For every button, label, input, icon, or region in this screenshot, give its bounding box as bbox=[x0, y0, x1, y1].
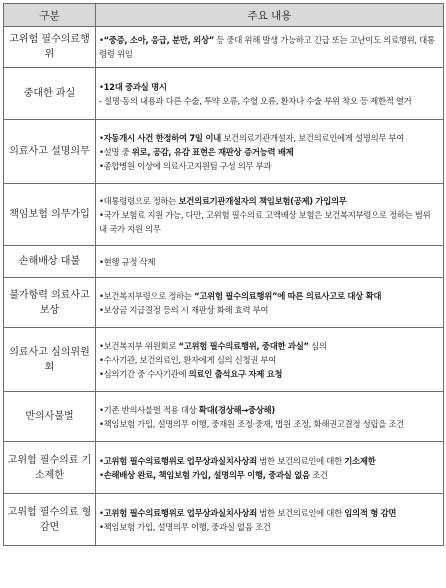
text: 범한 보건의료인에 대한 bbox=[256, 455, 345, 466]
bold-text: 의료인 출석요구 자제 요청 bbox=[188, 368, 283, 379]
text: •심의기간 중 수사기관에 bbox=[99, 368, 189, 379]
bold-text: 임의적 형 감면 bbox=[344, 507, 397, 518]
table-row bbox=[4, 184, 444, 246]
content-line bbox=[99, 33, 440, 61]
content-line bbox=[99, 353, 440, 367]
row-category: 손해배상 대불 bbox=[4, 246, 96, 278]
row-content bbox=[96, 68, 444, 120]
text: •국가 보험료 지원 가능, 다만, 고위험 필수의료 고액배상 보험은 보건복지부령으로 정하는 범위 내 국가 지원 의무 bbox=[99, 209, 431, 234]
content-line bbox=[99, 417, 440, 431]
row-category: 의료사고 설명의무 bbox=[4, 120, 96, 184]
row-category: 의료사고 심의위원회 bbox=[4, 328, 96, 392]
row-content bbox=[96, 246, 444, 278]
row-content bbox=[96, 494, 444, 546]
bold-text: 손해배상 완료, 책임보험 가입, 설명의무 이행, 중과실 없음 bbox=[103, 469, 310, 480]
content-line bbox=[99, 468, 440, 482]
content-line bbox=[99, 131, 440, 145]
header-category: 구분 bbox=[4, 4, 96, 27]
text: - 설명·동의 내용과 다른 수술, 투약 오류, 수혈 오류, 환자나 수술 부위 착오 등 제한적 열거 bbox=[99, 95, 412, 106]
content-line bbox=[99, 367, 440, 381]
row-content bbox=[96, 27, 444, 68]
table-row bbox=[4, 246, 444, 278]
content-line bbox=[99, 94, 440, 108]
text: •수사기관, 보건의료인, 환자에게 심의 신청권 부여 bbox=[99, 354, 276, 365]
bold-text: 12대 중과실 명시 bbox=[103, 81, 167, 92]
text: • bbox=[99, 455, 104, 466]
content-line bbox=[99, 194, 440, 208]
row-category: 고위험 필수의료 기소제한 bbox=[4, 442, 96, 494]
text: 심의 bbox=[308, 340, 327, 351]
text: 보건의료기관개설자, 보건의료인에게 설명의무 부여 bbox=[220, 132, 405, 143]
bold-text: 보건의료기관개설자의 책임보험(공제) 가입의무 bbox=[178, 195, 347, 206]
content-line bbox=[99, 289, 440, 303]
bold-text: 위로, 공감, 유감 표현은 재판상 증거능력 배제 bbox=[131, 146, 294, 157]
bold-text: 고위험 필수의료행위로 업무상과실치사상죄 bbox=[103, 507, 257, 518]
row-content bbox=[96, 328, 444, 392]
text: • bbox=[99, 469, 104, 480]
table-body bbox=[4, 27, 444, 546]
content-line bbox=[99, 520, 440, 534]
content-line bbox=[99, 80, 440, 94]
row-content bbox=[96, 442, 444, 494]
text: •보건복지부 위원회로 bbox=[99, 340, 179, 351]
text: •기존 반의사불벌 적용 대상 bbox=[99, 404, 199, 415]
content-line bbox=[99, 145, 440, 159]
text: •책임보험 가입, 설명의무 이행, 중재원 조정·중재, 법원 조정, 화해권고결정 성립을 조건 bbox=[99, 418, 404, 429]
content-line bbox=[99, 159, 440, 173]
row-category: 고위험 필수의료 형 감면 bbox=[4, 494, 96, 546]
row-category: 고위험 필수의료행위 bbox=[4, 27, 96, 68]
content-line bbox=[99, 339, 440, 353]
table-row bbox=[4, 68, 444, 120]
text: •설명 중 bbox=[99, 146, 132, 157]
table-row bbox=[4, 120, 444, 184]
row-category: 책임보험 의무가입 bbox=[4, 184, 96, 246]
content-line bbox=[99, 255, 440, 269]
content-line bbox=[99, 454, 440, 468]
bold-text: 자동개시 사건 한정하여 7일 이내 bbox=[103, 132, 221, 143]
table-row bbox=[4, 442, 444, 494]
text: 범한 보건의료인에 대한 bbox=[256, 507, 345, 518]
bold-text: “중증, 소아, 응급, 분만, 외상” bbox=[103, 35, 214, 45]
table-row bbox=[4, 328, 444, 392]
content-line bbox=[99, 303, 440, 317]
text: • bbox=[99, 507, 104, 518]
bold-text: 고위험 필수의료행위로 업무상과실치사상죄 bbox=[103, 455, 257, 466]
table-row bbox=[4, 278, 444, 328]
text: • bbox=[99, 81, 104, 92]
row-category: 불가항력 의료사고 보상 bbox=[4, 278, 96, 328]
legal-summary-table bbox=[3, 3, 444, 546]
bold-text: 확대(경상해→중상해) bbox=[198, 404, 275, 415]
row-category: 반의사불벌 bbox=[4, 392, 96, 442]
bold-text: “고위험 필수의료행위”에 따른 의료사고로 대상 확대 bbox=[194, 290, 382, 301]
row-content bbox=[96, 120, 444, 184]
row-content bbox=[96, 278, 444, 328]
text: •보상금 지급결정 등의 시 재판상 화해 효력 부여 bbox=[99, 304, 269, 315]
content-line bbox=[99, 506, 440, 520]
table-header-row bbox=[4, 4, 444, 27]
text: •보건복지부령으로 정하는 bbox=[99, 290, 195, 301]
table-row bbox=[4, 494, 444, 546]
text: • bbox=[99, 35, 104, 45]
content-line bbox=[99, 208, 440, 236]
table-row bbox=[4, 392, 444, 442]
text: •책임보험 가입, 설명의무 이행, 중과실 없음 조건 bbox=[99, 521, 271, 532]
bold-text: 기소제한 bbox=[344, 455, 376, 466]
row-content bbox=[96, 184, 444, 246]
text: •현행 규정 삭제 bbox=[99, 256, 156, 267]
text: • bbox=[99, 132, 104, 143]
text: 조건 bbox=[309, 469, 328, 480]
row-content bbox=[96, 392, 444, 442]
table-row bbox=[4, 27, 444, 68]
header-content: 주요 내용 bbox=[96, 4, 444, 27]
content-line bbox=[99, 403, 440, 417]
text: 등 중대 위해 발생 가능하고 긴급 또는 고난이도 의료행위, 대통령령 위임 bbox=[99, 35, 435, 59]
bold-text: “고위험 필수의료행위, 중대한 과실” bbox=[178, 340, 309, 351]
text: •대통령령으로 정하는 bbox=[99, 195, 179, 206]
text: •종합병원 이상에 의료사고지원팀 구성 의무 부과 bbox=[99, 160, 272, 171]
row-category: 중대한 과실 bbox=[4, 68, 96, 120]
